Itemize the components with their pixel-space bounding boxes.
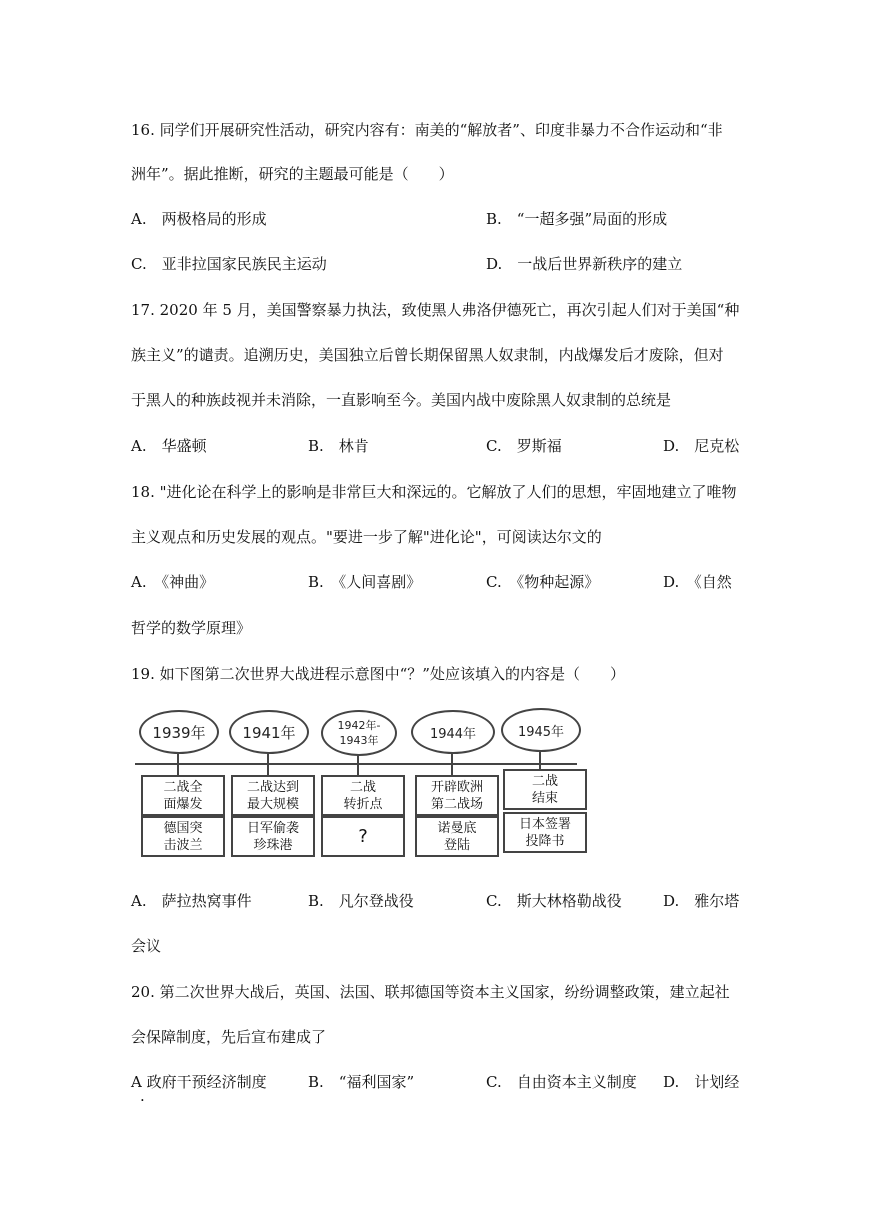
timeline-event-1942-1943: 二战 转折点 [321,775,405,816]
q16-option-a[interactable]: A. 两极格局的形成 [131,210,267,228]
timeline-year-1939: 1939年 [139,710,219,754]
timeline-year-1944: 1944年 [411,710,495,754]
timeline-detail-1945: 日本签署 投降书 [503,812,587,853]
q17-option-c[interactable]: C. 罗斯福 [486,437,562,455]
q18-stem-line2: 主义观点和历史发展的观点。"要进一步了解"进化论"，可阅读达尔文的 [131,528,602,546]
timeline-year-1945: 1945年 [501,708,581,752]
q19-stem-line1: 19. 如下图第二次世界大战进程示意图中“？”处应该填入的内容是（ ） [131,665,625,683]
timeline-event-1945: 二战 结束 [503,769,587,810]
q19-option-b[interactable]: B. 凡尔登战役 [308,892,414,910]
q20-option-d[interactable]: D. 计划经 [663,1073,740,1091]
timeline-detail-1941: 日军偷袭 珍珠港 [231,816,315,857]
q17-stem-line2: 族主义”的谴责。追溯历史，美国独立后曾长期保留黑人奴隶制，内战爆发后才废除，但对 [131,346,724,364]
q18-option-b[interactable]: B. 《人间喜剧》 [308,573,422,591]
q20-option-b[interactable]: B. “福利国家” [308,1073,415,1091]
timeline-event-1944: 开辟欧洲 第二战场 [415,775,499,816]
timeline-event-1941: 二战达到 最大规模 [231,775,315,816]
timeline-detail-1944: 诺曼底 登陆 [415,816,499,857]
q20-stem-line2: 会保障制度，先后宣布建成了 [131,1028,327,1046]
q20-option-d-wrap: . [140,1087,145,1105]
q19-option-c[interactable]: C. 斯大林格勒战役 [486,892,622,910]
q18-option-d[interactable]: D. 《自然 [663,573,732,591]
timeline-detail-1939: 德国突 击波兰 [141,816,225,857]
q19-option-a[interactable]: A. 萨拉热窝事件 [131,892,252,910]
q16-option-d[interactable]: D. 一战后世界新秩序的建立 [486,255,683,273]
q16-stem-line1: 16. 同学们开展研究性活动，研究内容有：南美的“解放者”、印度非暴力不合作运动和“非 [131,121,723,139]
q18-option-c[interactable]: C. 《物种起源》 [486,573,600,591]
timeline-detail-question-mark: ? [321,816,405,857]
q19-option-d[interactable]: D. 雅尔塔 [663,892,740,910]
timeline-event-1939: 二战全 面爆发 [141,775,225,816]
ww2-timeline-diagram [131,708,586,868]
timeline-year-1942-1943: 1942年- 1943年 [321,710,397,756]
q20-stem-line1: 20. 第二次世界大战后，英国、法国、联邦德国等资本主义国家，纷纷调整政策，建立起社 [131,983,730,1001]
q17-option-d[interactable]: D. 尼克松 [663,437,740,455]
q19-option-d-wrap: 会议 [131,937,162,955]
q17-option-b[interactable]: B. 林肯 [308,437,369,455]
q20-option-a[interactable]: A 政府干预经济制度 [131,1073,267,1091]
q16-option-b[interactable]: B. “一超多强”局面的形成 [486,210,668,228]
q17-stem-line3: 于黑人的种族歧视并未消除，一直影响至今。美国内战中废除黑人奴隶制的总统是 [131,391,672,409]
q16-stem-line2: 洲年”。据此推断，研究的主题最可能是（ ） [131,165,454,183]
q17-option-a[interactable]: A. 华盛顿 [131,437,207,455]
q16-option-c[interactable]: C. 亚非拉国家民族民主运动 [131,255,327,273]
q18-stem-line1: 18. "进化论在科学上的影响是非常巨大和深远的。它解放了人们的思想，牢固地建立了唯物 [131,483,737,501]
q17-stem-line1: 17. 2020 年 5 月，美国警察暴力执法，致使黑人弗洛伊德死亡，再次引起人们对于美国“种 [131,301,740,319]
q18-option-a[interactable]: A. 《神曲》 [131,573,215,591]
q20-option-c[interactable]: C. 自由资本主义制度 [486,1073,637,1091]
timeline-year-1941: 1941年 [229,710,309,754]
q18-option-d-wrap: 哲学的数学原理》 [131,619,252,637]
